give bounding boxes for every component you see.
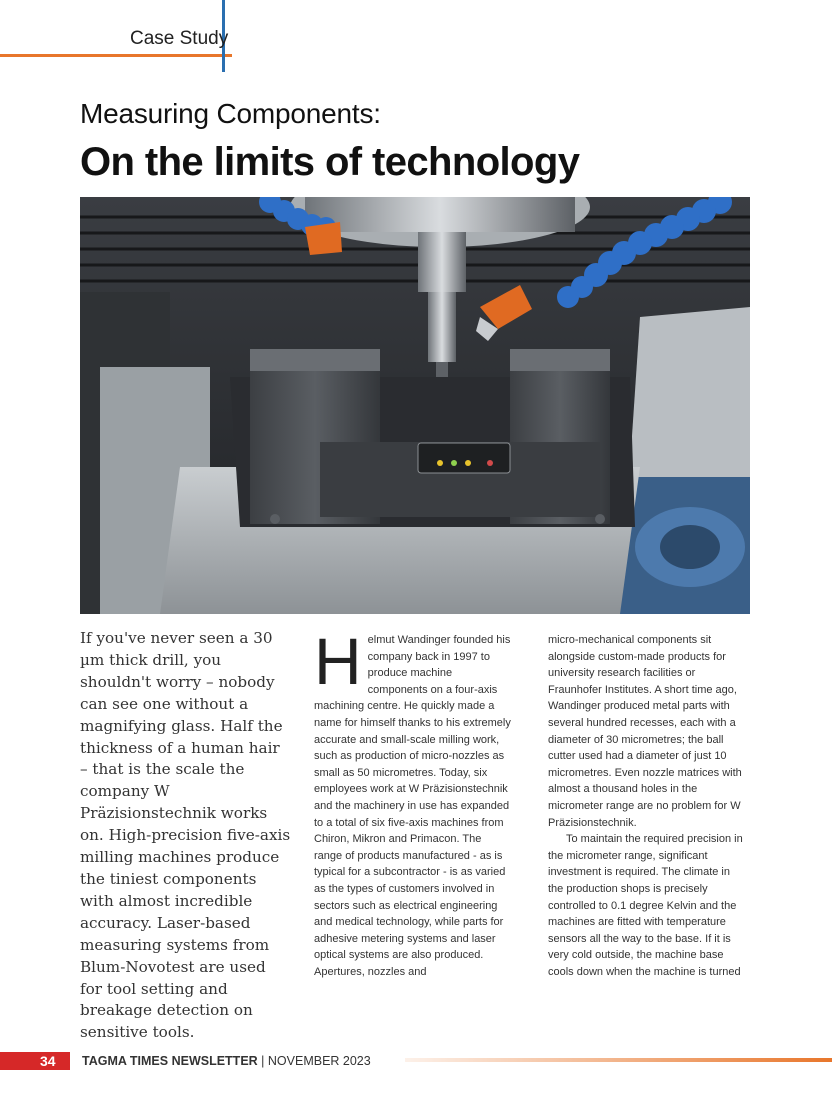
article-headline: On the limits of technology (80, 140, 580, 184)
body-paragraph-1: elmut Wandinger founded his company back in 1997 to produce machine components on a four-axis machining centre. He quickly made a name for himself thanks to his extremely accurate and small-scale milling work, such as production of micro-nozzles as small as 50 micrometres. Today, six employees work at W Präzisionstechnik and the machinery in use has expanded to a total of six five-axis machines from Chiron, Mikron and Primacon. The range of products manufactured - as is typical for a subcontractor - is as varied as the types of customers involved in sectors such as electrical engineering and medical technology, while parts for adhesive metering systems and laser optical systems are also produced. Apertures, nozzles and (314, 634, 511, 978)
footer-separator: | (257, 1054, 268, 1068)
header-accent-line (0, 54, 232, 57)
article-kicker: Measuring Components: (80, 98, 381, 129)
body-column-3 (548, 632, 748, 980)
body-paragraph-2: micro-mechanical components sit alongside custom-made products for university research facilities or Fraunhofer Institutes. A short time ago, Wandinger produced metal parts with several hundred recesses, each with a diameter of 30 micrometres; the ball cutter used had a diameter of just 10 micrometres. Even nozzle matrices with almost a thousand holes in the micrometer range are no problem for W Präzisionstechnik. (548, 634, 742, 829)
article-intro: If you've never seen a 30 µm thick drill, you shouldn't worry – nobody can see one without a magnifying glass. Half the thickness of a human hair – that is the scale the company W Präzisionstechnik works on. High-precision five-axis milling machines produce the tiniest components with almost incredible accuracy. Laser-based measuring systems from Blum-Novotest are used for tool setting and breakage detection on sensitive tools. (80, 629, 291, 1042)
article-photo (80, 197, 750, 614)
footer-publication (82, 1053, 371, 1069)
issue-date: NOVEMBER 2023 (267, 1054, 371, 1068)
footer-page-bar (0, 1052, 70, 1070)
publication-name: TAGMA TIMES NEWSLETTER (82, 1054, 258, 1068)
drop-cap: H (314, 624, 362, 698)
footer-accent-line (405, 1058, 832, 1062)
body-paragraph-3: To maintain the required precision in the micrometer range, significant investment is required. The climate in the production shops is precisely controlled to 0.1 degree Kelvin and the machines are fitted with temperature sensors all the way to the base. If it is very cold outside, the machine base cools down when the machine is turned (548, 833, 743, 978)
page-number: 34 (40, 1053, 56, 1069)
body-column-2 (314, 624, 512, 980)
section-label: Case Study (130, 28, 229, 49)
